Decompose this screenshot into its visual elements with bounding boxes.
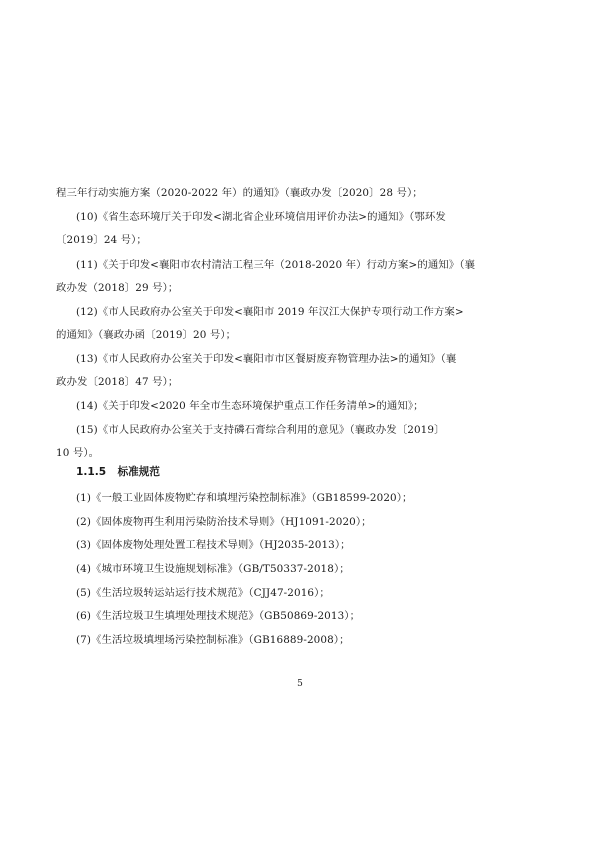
reference-item-11: (11)《关于印发<襄阳市农村清洁工程三年（2018-2020 年）行动方案>的通知》（襄 [76, 259, 476, 271]
reference-item-15: (15)《市人民政府办公室关于支持磷石膏综合利用的意见》（襄政办发〔2019〕 [76, 424, 445, 436]
reference-text-line: 政办发（2018〕29 号）； [56, 282, 179, 294]
reference-text-line: 10 号）。 [56, 447, 100, 459]
reference-text-line: 〔2019〕24 号）； [56, 234, 147, 246]
page-number: 5 [297, 679, 303, 689]
standard-item-6: (6)《生活垃圾卫生填埋处理技术规范》（GB50869-2013）； [76, 610, 361, 622]
reference-text-line: 政办发〔2018〕47 号）； [56, 376, 179, 388]
section-heading [76, 465, 160, 479]
section-number: 1.1.5 [76, 466, 107, 478]
reference-item-13: (13)《市人民政府办公室关于印发<襄阳市市区餐厨废弃物管理办法>的通知》（襄 [76, 353, 457, 365]
standard-item-4: (4)《城市环境卫生设施规划标准》（GB/T50337-2018）； [76, 563, 350, 575]
reference-text-line: 程三年行动实施方案（2020-2022 年）的通知》（襄政办发〔2020〕28 号）； [56, 187, 423, 199]
standard-item-3: (3)《固体废物处理处置工程技术导则》（HJ2035-2013）； [76, 539, 351, 551]
reference-item-14: (14)《关于印发<2020 年全市生态环境保护重点工作任务清单>的通知》； [76, 400, 424, 412]
reference-item-12: (12)《市人民政府办公室关于印发<襄阳市 2019 年汉江大保护专项行动工作方案> [76, 306, 464, 318]
standard-item-2: (2)《固体废物再生利用污染防治技术导则》（HJ1091-2020）； [76, 516, 372, 528]
section-title: 标准规范 [117, 466, 160, 478]
standard-item-1: (1)《一般工业固体废物贮存和填埋污染控制标准》（GB18599-2020）； [76, 492, 413, 504]
standard-item-5: (5)《生活垃圾转运站运行技术规范》（CJJ47-2016）； [76, 587, 330, 599]
standard-item-7: (7)《生活垃圾填埋场污染控制标准》（GB16889-2008）； [76, 634, 350, 646]
reference-text-line: 的通知》（襄政办函〔2019〕20 号）； [56, 329, 237, 341]
reference-item-10: (10)《省生态环境厅关于印发<湖北省企业环境信用评价办法>的通知》（鄂环发 [76, 211, 446, 223]
